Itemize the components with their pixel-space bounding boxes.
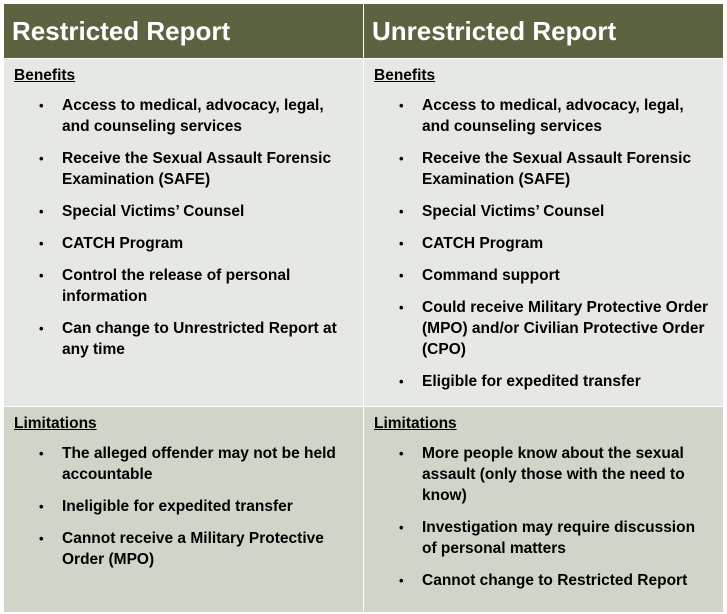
bullet-icon: •: [399, 268, 404, 283]
unrestricted-limitations-cell: [364, 407, 723, 612]
bullet-icon: •: [39, 268, 44, 283]
unrestricted-report-header: Unrestricted Report: [364, 4, 723, 58]
restricted-benefits-cell: [4, 59, 363, 406]
list-item: [14, 265, 355, 307]
list-item-text: Command support: [422, 267, 560, 284]
list-item-text: Special Victims’ Counsel: [422, 203, 605, 220]
list-item: [14, 496, 355, 517]
bullet-icon: •: [399, 374, 404, 389]
list-item-text: The alleged offender may not be held accountable: [62, 445, 336, 483]
unrestricted-limitations-list: [374, 443, 715, 591]
bullet-icon: •: [39, 236, 44, 251]
list-item-text: Can change to Unrestricted Report at any time: [62, 320, 337, 358]
bullet-icon: •: [399, 204, 404, 219]
list-item: [14, 528, 355, 570]
list-item: [374, 265, 715, 286]
unrestricted-limitations-title: Limitations: [374, 415, 457, 432]
list-item: [374, 570, 715, 591]
list-item-text: Receive the Sexual Assault Forensic Examination (SAFE): [62, 150, 332, 188]
bullet-icon: •: [399, 151, 404, 166]
list-item: [14, 318, 355, 360]
list-item: [14, 148, 355, 190]
list-item: [14, 233, 355, 254]
list-item-text: Access to medical, advocacy, legal, and counseling services: [422, 97, 684, 135]
list-item: [374, 233, 715, 254]
list-item: [374, 95, 715, 137]
list-item-text: Investigation may require discussion of personal matters: [422, 519, 696, 557]
bullet-icon: •: [39, 98, 44, 113]
unrestricted-benefits-list: [374, 95, 715, 392]
unrestricted-benefits-cell: [364, 59, 723, 406]
list-item: [374, 201, 715, 222]
list-item: [14, 443, 355, 485]
bullet-icon: •: [399, 573, 404, 588]
list-item: [374, 148, 715, 190]
list-item: [374, 443, 715, 506]
list-item: [14, 95, 355, 137]
list-item-text: Control the release of personal information: [62, 267, 291, 305]
list-item-text: Eligible for expedited transfer: [422, 373, 641, 390]
restricted-limitations-cell: [4, 407, 363, 612]
restricted-limitations-list: [14, 443, 355, 570]
restricted-benefits-list: [14, 95, 355, 360]
bullet-icon: •: [39, 204, 44, 219]
unrestricted-benefits-title: Benefits: [374, 67, 436, 84]
list-item-text: Receive the Sexual Assault Forensic Examination (SAFE): [422, 150, 692, 188]
bullet-icon: •: [399, 236, 404, 251]
bullet-icon: •: [399, 520, 404, 535]
list-item: [374, 371, 715, 392]
bullet-icon: •: [39, 321, 44, 336]
bullet-icon: •: [39, 499, 44, 514]
list-item-text: Cannot change to Restricted Report: [422, 572, 688, 589]
list-item-text: CATCH Program: [62, 235, 184, 252]
report-comparison-table: [4, 4, 723, 610]
list-item-text: Ineligible for expedited transfer: [62, 498, 293, 515]
list-item-text: CATCH Program: [422, 235, 544, 252]
list-item-text: Access to medical, advocacy, legal, and counseling services: [62, 97, 324, 135]
bullet-icon: •: [39, 151, 44, 166]
list-item: [374, 517, 715, 559]
list-item: [14, 201, 355, 222]
restricted-benefits-title: Benefits: [14, 67, 76, 84]
list-item: [374, 297, 715, 360]
restricted-limitations-title: Limitations: [14, 415, 97, 432]
restricted-report-header: Restricted Report: [4, 4, 363, 58]
bullet-icon: •: [399, 98, 404, 113]
bullet-icon: •: [399, 300, 404, 315]
list-item-text: Could receive Military Protective Order (MPO) and/or Civilian Protective Order (CPO): [422, 299, 708, 358]
list-item-text: Special Victims’ Counsel: [62, 203, 245, 220]
list-item-text: Cannot receive a Military Protective Order (MPO): [62, 530, 324, 568]
bullet-icon: •: [39, 446, 44, 461]
bullet-icon: •: [39, 531, 44, 546]
list-item-text: More people know about the sexual assault (only those with the need to know): [422, 445, 685, 504]
bullet-icon: •: [399, 446, 404, 461]
